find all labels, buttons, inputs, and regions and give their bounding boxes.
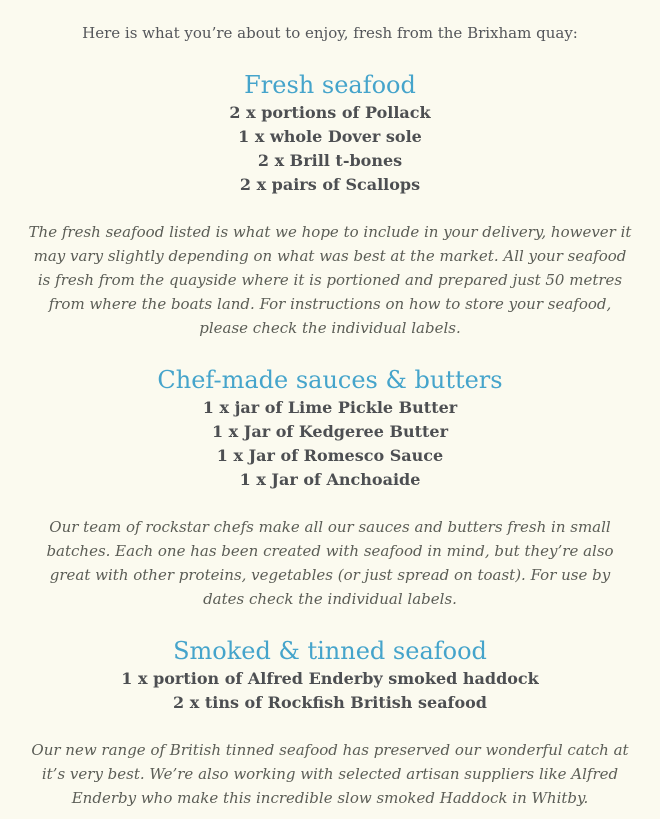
section-smoked-tinned (20, 635, 640, 810)
fresh-seafood-note-line: The fresh seafood listed is what we hope to include in your delivery, however it (28, 223, 632, 241)
smoked-tinned-note-line: Enderby who make this incredible slow smoked Haddock in Whitby. (71, 789, 589, 807)
section-heading-sauces-butters: Chef-made sauces & butters (157, 366, 503, 394)
sauces-butters-item: 1 x Jar of Anchoaide (239, 470, 421, 489)
smoked-tinned-note-line: Our new range of British tinned seafood has preserved our wonderful catch at (31, 741, 629, 759)
smoked-tinned-note-line: it’s very best. We’re also working with selected artisan suppliers like Alfred (41, 765, 619, 783)
sauces-butters-note-line: batches. Each one has been created with seafood in mind, but they’re also (46, 542, 614, 560)
section-sauces-butters (20, 364, 640, 611)
email-content (20, 0, 640, 810)
section-heading-fresh-seafood: Fresh seafood (244, 71, 416, 99)
fresh-seafood-item-list (20, 101, 640, 197)
fresh-seafood-item: 2 x Brill t-bones (257, 151, 403, 170)
sauces-butters-note-line: great with other proteins, vegetables (or just spread on toast). For use by (49, 566, 611, 584)
fresh-seafood-note-line: is fresh from the quayside where it is portioned and prepared just 50 metres (37, 271, 623, 289)
smoked-tinned-item: 2 x tins of Rockfish British seafood (173, 693, 487, 712)
fresh-seafood-item: 2 x portions of Pollack (229, 103, 431, 122)
fresh-seafood-note-line: please check the individual labels. (199, 319, 461, 337)
smoked-tinned-note (20, 738, 640, 810)
sauces-butters-item: 1 x Jar of Kedgeree Butter (211, 422, 449, 441)
smoked-tinned-item-list (20, 667, 640, 715)
sauces-butters-item-list (20, 396, 640, 492)
sauces-butters-item: 1 x jar of Lime Pickle Butter (202, 398, 458, 417)
fresh-seafood-note-line: from where the boats land. For instructions on how to store your seafood, (48, 295, 612, 313)
smoked-tinned-item: 1 x portion of Alfred Enderby smoked haddock (121, 669, 539, 688)
sauces-butters-note-line: dates check the individual labels. (203, 590, 457, 608)
intro-text: Here is what you’re about to enjoy, fresh from the Brixham quay: (82, 24, 578, 42)
sauces-butters-note-line: Our team of rockstar chefs make all our sauces and butters fresh in small (49, 518, 611, 536)
fresh-seafood-note (20, 220, 640, 340)
fresh-seafood-item: 1 x whole Dover sole (238, 127, 422, 146)
fresh-seafood-note-line: may vary slightly depending on what was best at the market. All your seafood (33, 247, 627, 265)
sauces-butters-note (20, 515, 640, 611)
sauces-butters-item: 1 x Jar of Romesco Sauce (216, 446, 444, 465)
section-fresh-seafood (20, 69, 640, 340)
section-heading-smoked-tinned: Smoked & tinned seafood (173, 637, 487, 665)
fresh-seafood-item: 2 x pairs of Scallops (239, 175, 421, 194)
